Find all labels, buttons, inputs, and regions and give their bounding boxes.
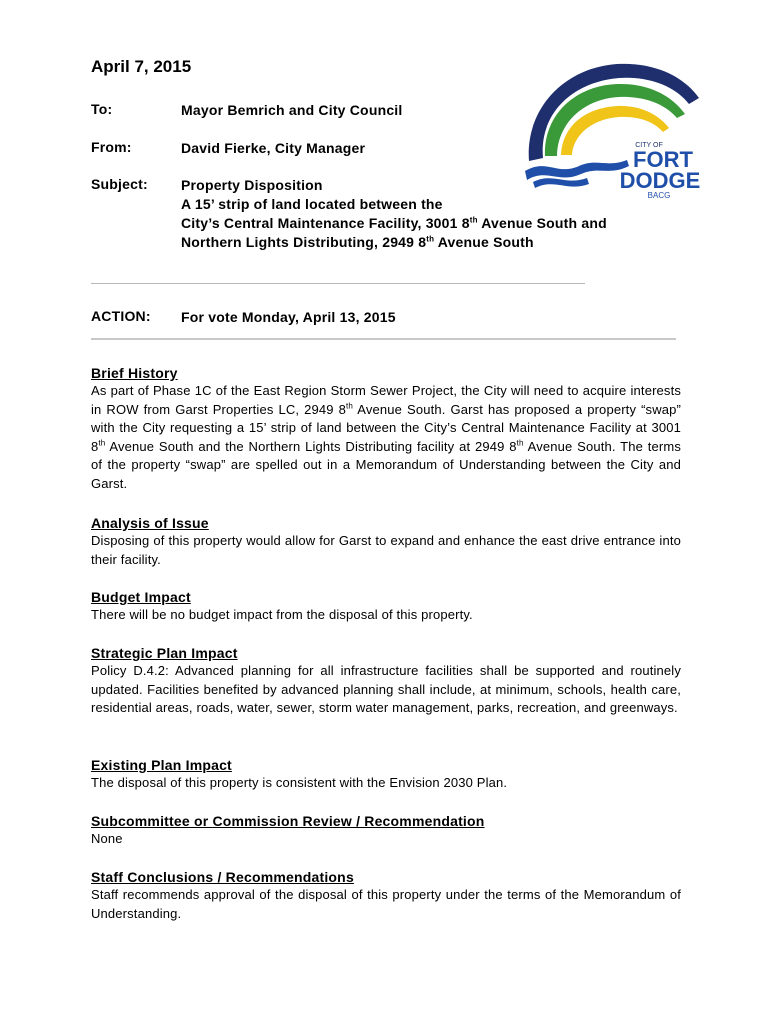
section-heading: Strategic Plan Impact <box>91 645 238 661</box>
subject-label: Subject: <box>91 176 148 192</box>
body-text: Avenue South and the Northern Lights Distributing facility at 2949 8 <box>105 438 517 454</box>
section-brief-history <box>91 364 681 494</box>
section-budget <box>91 588 681 625</box>
ordinal-suffix: th <box>346 401 354 411</box>
from-value: David Fierke, City Manager <box>181 140 366 156</box>
section-heading: Brief History <box>91 365 178 381</box>
section-heading: Existing Plan Impact <box>91 757 232 773</box>
subject-line <box>181 214 607 233</box>
logo-bacg: BACG <box>647 191 671 200</box>
section-analysis <box>91 514 681 569</box>
divider <box>91 338 676 340</box>
logo-fort: FORT <box>633 147 693 172</box>
divider <box>91 283 585 284</box>
section-body: Disposing of this property would allow for Garst to expand and enhance the east drive entrance into their facility. <box>91 533 681 567</box>
section-existing <box>91 756 681 793</box>
section-body: There will be no budget impact from the disposal of this property. <box>91 607 473 622</box>
to-value: Mayor Bemrich and City Council <box>181 102 403 118</box>
subject-line: Property Disposition <box>181 177 323 193</box>
subject-text: City’s Central Maintenance Facility, 3001 8 <box>181 215 470 231</box>
ordinal-suffix: th <box>516 438 524 448</box>
logo-river <box>533 178 589 188</box>
section-subcommittee <box>91 812 681 849</box>
body-text: As part of Phase 1C of the East Region Storm Sewer Project, the City will need to acquire interests in ROW from Garst Properties LC, 2949 8 <box>91 383 681 417</box>
body-text: Avenue South. Garst has proposed a property “swap” with the City requesting a 15’ strip of land between the City’s Central Maintenance Facility at 3001 8 <box>91 401 681 454</box>
from-label: From: <box>91 139 132 155</box>
body-text: Avenue South. The terms of the property “swap” are spelled out in a Memorandum of Understanding between the City and Garst. <box>91 438 682 491</box>
section-body: The disposal of this property is consistent with the Envision 2030 Plan. <box>91 775 508 790</box>
section-heading: Staff Conclusions / Recommendations <box>91 869 354 885</box>
section-staff <box>91 868 681 923</box>
ordinal-suffix: th <box>426 234 435 244</box>
action-value: For vote Monday, April 13, 2015 <box>181 309 396 325</box>
section-strategic <box>91 644 681 718</box>
section-body: Staff recommends approval of the disposal of this property under the terms of the Memorandum of Understanding. <box>91 887 681 921</box>
subject-text: Northern Lights Distributing, 2949 8 <box>181 234 427 250</box>
section-heading: Subcommittee or Commission Review / Recommendation <box>91 813 485 829</box>
memo-date: April 7, 2015 <box>91 57 192 76</box>
ordinal-suffix: th <box>469 215 478 225</box>
fort-dodge-logo <box>517 56 707 206</box>
section-body: Policy D.4.2: Advanced planning for all infrastructure facilities shall be supported and routinely updated. Facilities benefited by advanced planning shall include, at minimum, schools, health care, residential areas, roads, water, sewer, storm water management, parks, recreation, and greenways. <box>91 663 681 716</box>
logo-city-of: CITY OF <box>635 142 663 149</box>
to-label: To: <box>91 101 113 117</box>
subject-line <box>181 233 607 252</box>
logo-dodge: DODGE <box>619 168 701 193</box>
subject-text: Avenue South and <box>477 215 607 231</box>
subject-line: A 15’ strip of land located between the <box>181 196 443 212</box>
section-heading: Analysis of Issue <box>91 515 209 531</box>
section-body: None <box>91 831 123 846</box>
section-body <box>91 382 681 494</box>
action-label: ACTION: <box>91 308 151 324</box>
section-heading: Budget Impact <box>91 589 191 605</box>
ordinal-suffix: th <box>98 438 106 448</box>
logo-river <box>525 160 629 180</box>
subject-text: Avenue South <box>434 234 534 250</box>
